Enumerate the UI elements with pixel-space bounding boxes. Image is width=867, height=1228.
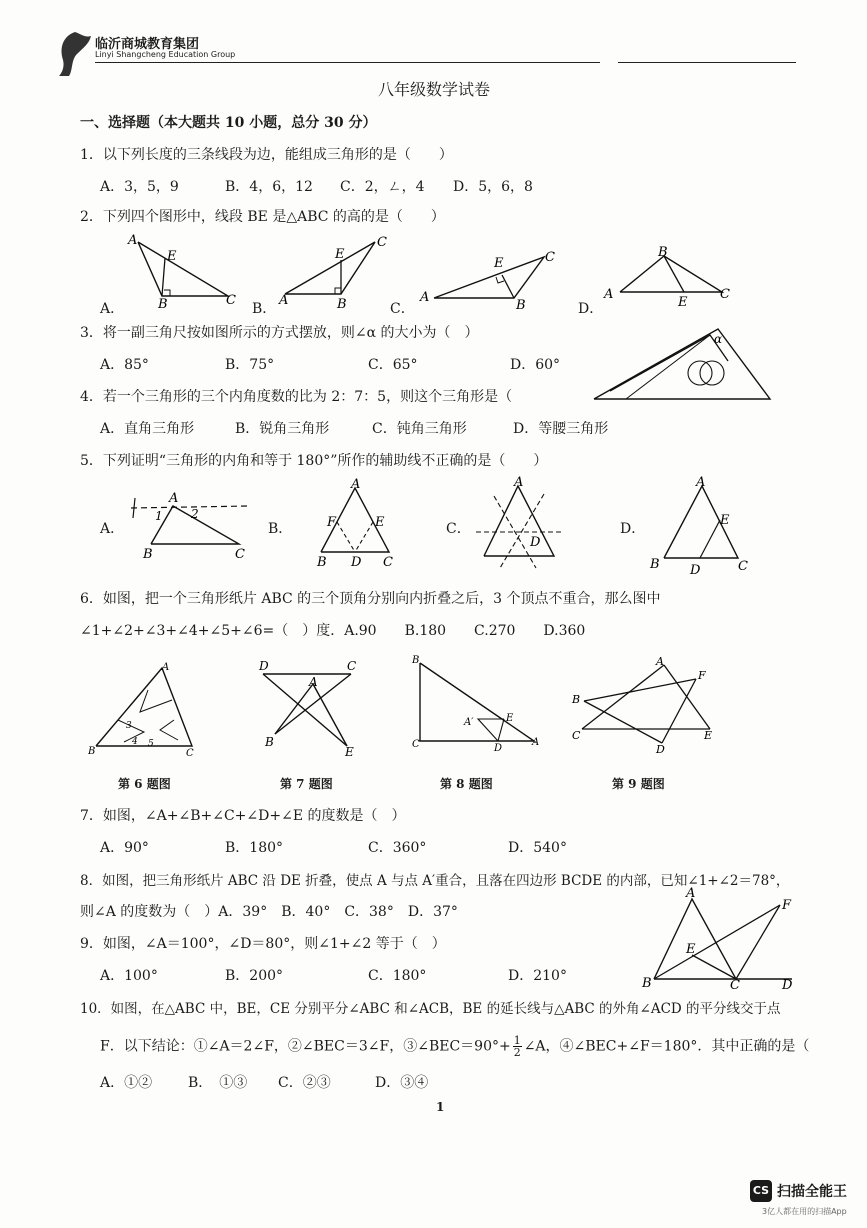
q2-figure-c	[412, 245, 562, 310]
svg-text:B: B	[265, 735, 274, 749]
svg-text:B: B	[158, 297, 168, 310]
svg-text:C: C	[347, 659, 357, 673]
q9-stem: 9．如图，∠A＝100°，∠D＝80°，则∠1+∠2 等于（ ）	[80, 936, 446, 952]
q10-option-d: D．③④	[375, 1075, 429, 1091]
q10-line2	[100, 1035, 809, 1058]
svg-text:A: A	[532, 737, 540, 748]
q1-option-b: B．4，6，12	[225, 179, 313, 195]
q5-option-d: D．	[620, 521, 646, 537]
svg-text:A: A	[604, 287, 614, 302]
q10-option-b: B． ①③	[188, 1075, 248, 1091]
caption-q7: 第 7 题图	[280, 777, 333, 791]
svg-text:A: A	[656, 655, 664, 668]
q9-option-c: C．180°	[368, 968, 427, 984]
section-heading: 一、选择题（本大题共 10 小题，总分 30 分）	[80, 115, 377, 131]
q9-option-b: B．200°	[225, 968, 284, 984]
page-title: 八年级数学试卷	[378, 80, 491, 99]
q3-alpha-label: α	[714, 332, 723, 346]
svg-text:D: D	[259, 659, 269, 673]
svg-text:C: C	[545, 250, 555, 265]
q5-stem: 5．下列证明“三角形的内角和等于 180°”所作的辅助线不正确的是（ ）	[80, 453, 548, 469]
svg-text:F: F	[327, 515, 337, 530]
q1-option-c: C．2，ㄥ，4	[340, 179, 425, 195]
svg-text:3: 3	[126, 721, 132, 731]
svg-text:E: E	[494, 256, 504, 271]
q10-option-a: A．①②	[100, 1075, 153, 1091]
svg-text:2: 2	[191, 507, 199, 521]
q1-stem: 1．以下列长度的三条线段为边，能组成三角形的是（ ）	[80, 147, 453, 163]
svg-text:D: D	[690, 563, 701, 576]
q7-option-c: C．360°	[368, 840, 427, 856]
svg-text:B: B	[516, 298, 526, 310]
svg-text:C: C	[377, 235, 387, 250]
q10-fraction-den: 2	[513, 1046, 521, 1059]
q9-option-a: A．100°	[100, 968, 158, 984]
svg-text:E: E	[678, 295, 688, 310]
header-rule	[95, 62, 600, 63]
q2-figure-b	[275, 230, 395, 310]
page-number: 1	[436, 1100, 445, 1114]
svg-text:E: E	[686, 942, 696, 957]
q4-option-c: C．钝角三角形	[372, 421, 467, 437]
q3-stem: 3．将一副三角尺按如图所示的方式摆放，则∠α 的大小为（ ）	[80, 325, 479, 341]
q9-option-d: D．210°	[508, 968, 567, 984]
q2-figure-d	[600, 240, 740, 310]
svg-text:E: E	[720, 513, 730, 528]
q3-option-a: A．85°	[100, 357, 149, 373]
svg-text:B: B	[143, 547, 153, 560]
q1-option-a: A．3，5，9	[100, 179, 179, 195]
camscanner-name: 扫描全能王	[777, 1184, 847, 1200]
svg-text:E: E	[335, 247, 345, 262]
svg-text:F: F	[782, 898, 792, 913]
q6-line1: 6．如图，把一个三角形纸片 ABC 的三个顶角分别向内折叠之后，3 个顶点不重合，那么图中	[80, 591, 661, 607]
school-logo	[55, 30, 95, 78]
org-name-en: Linyi Shangcheng Education Group	[95, 50, 236, 59]
svg-text:5: 5	[148, 739, 154, 749]
svg-text:B: B	[88, 746, 96, 757]
q2-figure-a	[120, 230, 240, 310]
q8-line1: 8．如图，把三角形纸片 ABC 沿 DE 折叠，使点 A 与点 A′重合，且落在四边形 BCDE 的内部，已知∠1+∠2＝78°，	[80, 873, 790, 889]
q3-option-d: D．60°	[510, 357, 561, 373]
q8-figure	[408, 655, 548, 755]
q5-option-c: C．	[446, 521, 471, 537]
svg-text:E: E	[506, 713, 514, 724]
caption-q9: 第 9 题图	[612, 777, 665, 791]
q3-option-c: C．65°	[368, 357, 418, 373]
svg-text:4: 4	[132, 737, 138, 747]
q8-line2: 则∠A 的度数为（ ）A．39° B．40° C．38° D．37°	[80, 904, 458, 920]
svg-text:B: B	[572, 693, 581, 706]
q6-line2: ∠1+∠2+∠3+∠4+∠5+∠6=（ ）度．A.90 B.180 C.270 D.360	[80, 623, 586, 639]
header-rule-right	[618, 62, 796, 63]
svg-text:E: E	[375, 515, 385, 530]
q9-figure	[568, 655, 718, 755]
q7-option-b: B．180°	[225, 840, 284, 856]
svg-text:B: B	[658, 245, 668, 260]
q2-option-c: C．	[390, 301, 415, 317]
q5-figure-c	[470, 476, 570, 572]
svg-text:E: E	[345, 745, 354, 758]
q10-line2-part1: F．以下结论：①∠A＝2∠F，②∠BEC＝3∠F，③∠BEC＝90°+	[100, 1038, 511, 1055]
q10-fraction	[513, 1035, 522, 1058]
q10-figure	[640, 885, 800, 990]
svg-text:A: A	[696, 476, 706, 490]
svg-text:C: C	[235, 547, 245, 560]
svg-text:A′: A′	[464, 717, 474, 728]
svg-text:C: C	[412, 739, 420, 750]
q7-figure	[255, 658, 365, 758]
svg-text:C: C	[730, 978, 740, 990]
caption-q8: 第 8 题图	[440, 777, 493, 791]
svg-text:C: C	[572, 729, 581, 742]
q2-stem: 2．下列四个图形中，线段 BE 是△ABC 的高的是（ ）	[80, 209, 445, 225]
q2-option-a: A．	[100, 301, 125, 317]
q10-fraction-num: 1	[513, 1034, 521, 1047]
svg-text:A: A	[514, 476, 524, 490]
svg-text:B: B	[412, 655, 420, 666]
svg-text:A: A	[420, 290, 430, 305]
svg-text:A: A	[128, 233, 138, 248]
q7-option-a: A．90°	[100, 840, 149, 856]
caption-q6: 第 6 题图	[118, 777, 171, 791]
q5-figure-b	[315, 478, 405, 570]
q7-stem: 7．如图，∠A+∠B+∠C+∠D+∠E 的度数是（ ）	[80, 808, 406, 824]
q10-option-c: C．②③	[278, 1075, 331, 1091]
svg-text:C: C	[383, 555, 393, 570]
q1-option-d: D．5，6，8	[453, 179, 533, 195]
camscanner-logo: CS	[750, 1180, 772, 1202]
svg-text:D: D	[782, 978, 793, 990]
svg-text:A: A	[351, 478, 361, 492]
svg-text:D: D	[494, 743, 503, 754]
q6-figure	[88, 660, 198, 760]
q4-option-a: A．直角三角形	[100, 421, 195, 437]
svg-text:E: E	[704, 729, 713, 742]
q2-option-b: B．	[252, 301, 277, 317]
q4-stem: 4．若一个三角形的三个内角度数的比为 2：7：5，则这个三角形是（	[80, 389, 513, 405]
svg-text:B: B	[650, 557, 660, 572]
svg-text:A: A	[279, 293, 289, 308]
org-name: 临沂商城教育集团	[95, 37, 200, 52]
svg-text:A: A	[309, 675, 318, 689]
svg-text:C: C	[720, 287, 730, 302]
svg-text:E: E	[167, 249, 177, 264]
svg-text:C: C	[738, 559, 748, 574]
q3-figure	[590, 325, 775, 405]
svg-text:B: B	[317, 555, 327, 570]
camscanner-tagline: 3亿人都在用的扫描App	[762, 1207, 847, 1216]
svg-text:B: B	[337, 297, 347, 310]
q4-option-d: D．等腰三角形	[513, 421, 609, 437]
svg-text:D: D	[530, 535, 541, 550]
svg-text:1: 1	[155, 509, 163, 523]
svg-text:D: D	[656, 743, 665, 755]
q5-option-b: B．	[268, 521, 293, 537]
svg-text:D: D	[351, 555, 362, 570]
svg-text:A: A	[686, 886, 696, 901]
q4-option-b: B．锐角三角形	[235, 421, 330, 437]
q5-option-a: A．	[100, 521, 125, 537]
svg-text:C: C	[226, 293, 236, 308]
q5-figure-a	[125, 488, 255, 560]
svg-text:F: F	[698, 669, 706, 682]
q10-line1: 10．如图，在△ABC 中，BE，CE 分别平分∠ABC 和∠ACB，BE 的延长线与△ABC 的外角∠ACD 的平分线交于点	[80, 1001, 781, 1017]
svg-text:B: B	[642, 976, 652, 990]
svg-text:A: A	[162, 662, 170, 673]
q7-option-d: D．540°	[508, 840, 567, 856]
q10-line2-part2: ∠A，④∠BEC+∠F＝180°．其中正确的是（	[523, 1038, 810, 1055]
svg-text:A: A	[169, 491, 179, 506]
q2-option-d: D．	[578, 301, 604, 317]
q5-figure-d	[648, 476, 748, 576]
q3-option-b: B．75°	[225, 357, 275, 373]
svg-text:C: C	[186, 748, 194, 759]
